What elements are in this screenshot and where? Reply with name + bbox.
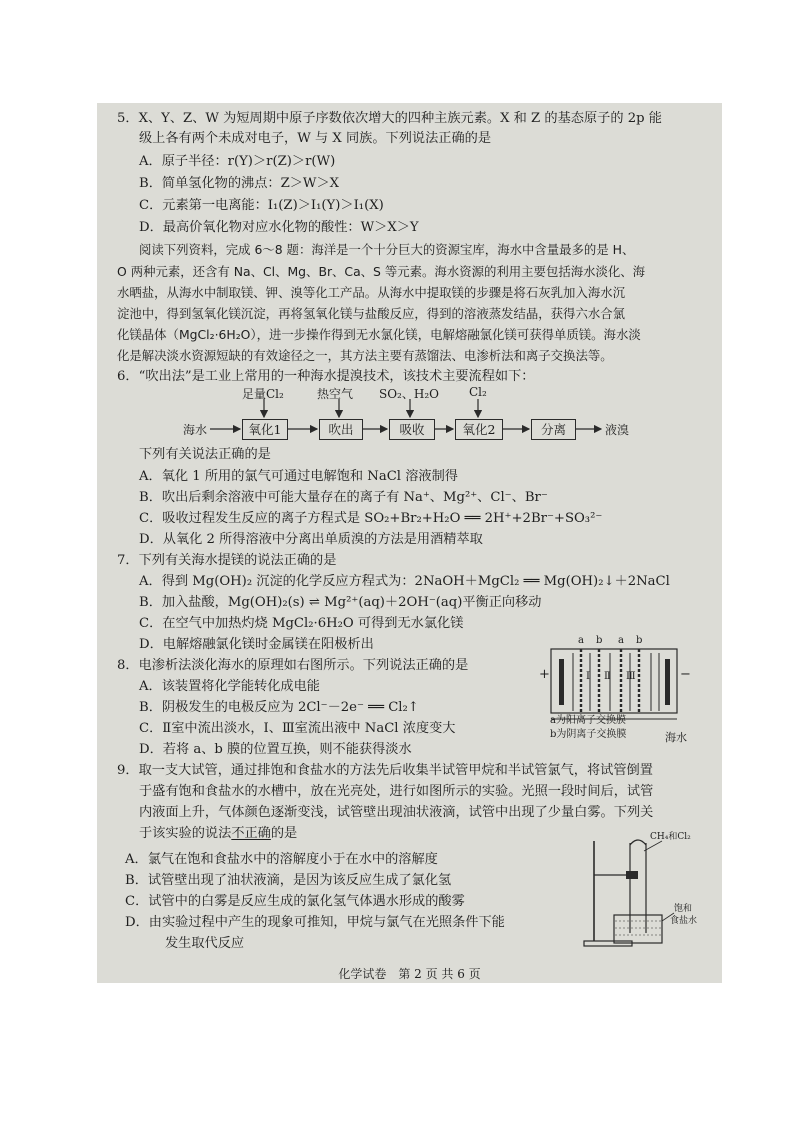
- q7-option-c: C．在空气中加热灼烧 MgCl₂·6H₂O 可得到无水氯化镁: [139, 616, 464, 631]
- q7-option-b: B．加入盐酸，Mg(OH)₂(s) ⇌ Mg²⁺(aq)＋2OH⁻(aq)平衡正向移动: [139, 595, 542, 610]
- flow-step-separate: 分离: [531, 419, 576, 440]
- page-footer: 化学试卷 第 2 页 共 6 页: [338, 967, 481, 981]
- brine-label: 食盐水: [670, 916, 698, 926]
- reading-line1: 阅读下列资料，完成 6～8 题：海洋是一个十分巨大的资源宝库，海水中含量最多的是 H、: [139, 242, 635, 257]
- q6-option-d: D．从氧化 2 所得溶液中分离出单质溴的方法是用酒精萃取: [139, 532, 483, 547]
- membrane-b-label-2: b: [636, 635, 643, 646]
- q9-stem4-pre: 于该实验的说法: [139, 826, 232, 841]
- membrane-b-label-1: b: [596, 635, 603, 646]
- membrane-a-label-2: a: [618, 635, 624, 646]
- q8-option-c: C．Ⅱ室中流出淡水，Ⅰ、Ⅲ室流出液中 NaCl 浓度变大: [139, 721, 456, 736]
- q5-option-d: D．最高价氧化物对应水化物的酸性：W＞X＞Y: [139, 220, 419, 235]
- gas-mixture-label: CH₄和Cl₂: [650, 832, 691, 842]
- q9-option-d-line1: D．由实验过程中产生的现象可推知，甲烷与氯气在光照条件下能: [125, 915, 505, 930]
- q8-stem: 8．电渗析法淡化海水的原理如右图所示。下列说法正确的是: [117, 658, 469, 673]
- q6-ask: 下列有关说法正确的是: [139, 447, 271, 462]
- q8-option-d: D．若将 a、b 膜的位置互换，则不能获得淡水: [139, 742, 412, 757]
- q7-option-d: D．电解熔融氯化镁时金属镁在阳极析出: [139, 637, 374, 652]
- q9-stem-line3: 内液面上升，气体颜色逐渐变浅，试管壁出现油状液滴，试管中出现了少量白雾。下列关: [139, 805, 654, 820]
- seawater-inlet-label: 海水: [665, 731, 687, 744]
- q6-option-a: A．氧化 1 所用的氯气可通过电解饱和 NaCl 溶液制得: [139, 469, 458, 484]
- q7-stem: 7．下列有关海水提镁的说法正确的是: [117, 553, 337, 568]
- q9-stem-line4: [139, 825, 297, 843]
- q8-option-a: A．该装置将化学能转化成电能: [139, 679, 320, 694]
- flow-step-oxidation2: 氧化2: [455, 419, 503, 440]
- reading-line5: 化镁晶体（MgCl₂·6H₂O），进一步操作得到无水氯化镁，电解熔融氯化镁可获得单质镁。海水淡: [117, 327, 641, 342]
- reading-line4: 淀池中，得到氢氧化镁沉淀，再将氢氧化镁与盐酸反应，得到的溶液蒸发结晶，获得六水合氯: [117, 306, 626, 321]
- q5-stem-line2: 级上各有两个未成对电子，W 与 X 同族。下列说法正确的是: [139, 131, 492, 146]
- flow-input-cl2: Cl₂: [469, 385, 487, 399]
- exam-sheet: [97, 103, 722, 983]
- cathode-minus-sign: −: [680, 667, 691, 682]
- q8-option-b: B．阴极发生的电极反应为 2Cl⁻－2e⁻ ══ Cl₂↑: [139, 700, 419, 715]
- saturated-label: 饱和: [674, 904, 693, 914]
- q6-option-b: B．吹出后剩余溶液中可能大量存在的离子有 Na⁺、Mg²⁺、Cl⁻、Br⁻: [139, 490, 548, 505]
- q9-option-d-line2: 发生取代反应: [165, 936, 245, 951]
- flow-start-seawater: 海水: [183, 423, 208, 437]
- q9-option-b: B．试管壁出现了油状液滴，是因为该反应生成了氯化氢: [125, 873, 452, 888]
- q9-apparatus-figure: [582, 833, 717, 953]
- membrane-a-label-1: a: [578, 635, 584, 646]
- room-3-label: Ⅲ: [626, 671, 636, 682]
- flow-end-liquid-bromine: 液溴: [605, 423, 630, 437]
- q9-stem-line1: 9．取一支大试管，通过排饱和食盐水的方法先后收集半试管甲烷和半试管氯气，将试管倒置: [117, 763, 653, 778]
- reading-line3: 水晒盐，从海水中制取镁、钾、溴等化工产品。从海水中提取镁的步骤是将石灰乳加入海水沉: [117, 285, 626, 300]
- q7-option-a: A．得到 Mg(OH)₂ 沉淀的化学反应方程式为：2NaOH＋MgCl₂ ══ Mg(OH)₂↓＋2NaCl: [139, 574, 670, 589]
- q9-option-a: A．氯气在饱和食盐水中的溶解度小于在水中的溶解度: [125, 852, 438, 867]
- q6-option-c: C．吸收过程发生反应的离子方程式是 SO₂+Br₂+H₂O ══ 2H⁺+2Br⁻+SO₃²⁻: [139, 511, 603, 526]
- reading-line2: O 两种元素，还含有 Na、Cl、Mg、Br、Ca、S 等元素。海水资源的利用主要包括海水淡化、海: [117, 264, 646, 279]
- flow-input-so2-h2o: SO₂、H₂O: [379, 387, 439, 401]
- q5-option-a: A．原子半径：r(Y)＞r(Z)＞r(W): [139, 154, 336, 169]
- q9-stem4-post: 的是: [270, 826, 298, 841]
- q6-flowchart: [97, 383, 722, 443]
- q6-stem: 6．“吹出法”是工业上常用的一种海水提溴技术，该技术主要流程如下：: [117, 369, 535, 384]
- flow-input-hot-air: 热空气: [317, 387, 354, 401]
- q9-option-c: C．试管中的白雾是反应生成的氯化氢气体遇水形成的酸雾: [125, 894, 465, 909]
- q5-option-b: B．简单氢化物的沸点：Z＞W＞X: [139, 176, 340, 191]
- membrane-a-note: a为阳离子交换膜: [550, 715, 626, 726]
- flow-step-blowout: 吹出: [319, 419, 363, 440]
- q9-stem-line2: 于盛有饱和食盐水的水槽中，放在光亮处，进行如图所示的实验。光照一段时间后，试管: [139, 784, 654, 799]
- room-1-label: Ⅰ: [586, 671, 590, 682]
- q9-stem4-underlined: 不正确: [231, 826, 271, 841]
- flow-step-oxidation1: 氧化1: [242, 419, 288, 440]
- q5-stem-line1: 5．X、Y、Z、W 为短周期中原子序数依次增大的四种主族元素。X 和 Z 的基态原子的 2p 能: [117, 111, 662, 126]
- anode-plus-sign: +: [539, 667, 550, 682]
- reading-line6: 化是解决淡水资源短缺的有效途径之一，其方法主要有蒸馏法、电渗析法和离子交换法等。: [117, 348, 613, 363]
- flow-input-cl2-excess: 足量Cl₂: [242, 387, 284, 401]
- test-tube-apparatus: [582, 833, 717, 953]
- q5-option-c: C．元素第一电离能：I₁(Z)＞I₁(Y)＞I₁(X): [139, 198, 384, 213]
- room-2-label: Ⅱ: [604, 671, 611, 682]
- membrane-b-note: b为阴离子交换膜: [550, 729, 627, 740]
- flow-step-absorb: 吸收: [389, 419, 435, 440]
